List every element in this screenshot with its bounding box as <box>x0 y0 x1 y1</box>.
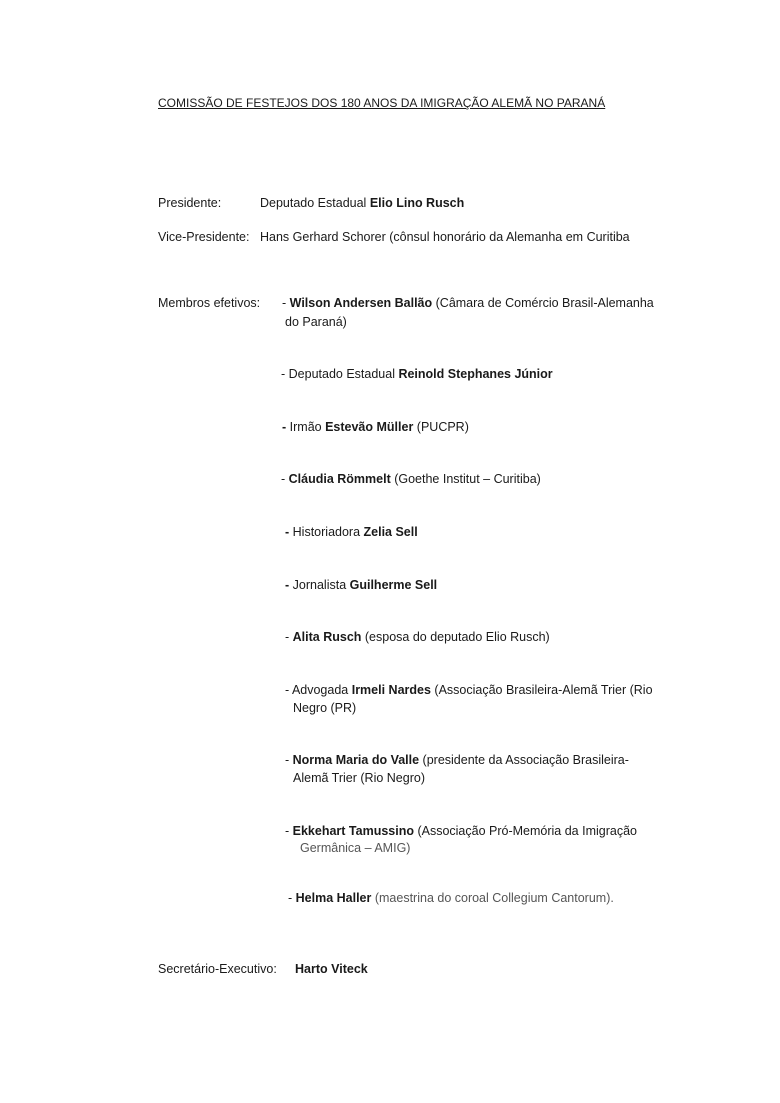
membro-name: Reinold Stephanes Júnior <box>398 367 553 381</box>
membro-name: Cláudia Römmelt <box>288 472 391 486</box>
vice-presidente-value: Hans Gerhard Schorer (cônsul honorário da Alemanha em Curitiba <box>260 230 630 244</box>
secretario-label: Secretário-Executivo: <box>158 962 277 976</box>
membro-prefix: - Advogada <box>285 683 352 697</box>
membro-dash: - <box>282 420 287 434</box>
membro-prefix: - <box>282 296 290 310</box>
membro-name: Norma Maria do Valle <box>292 753 420 767</box>
membro-item <box>285 576 437 594</box>
membro-name: Alita Rusch <box>292 630 362 644</box>
membro-item <box>285 751 629 769</box>
document-title: COMISSÃO DE FESTEJOS DOS 180 ANOS DA IMIGRAÇÃO ALEMÃ NO PARANÁ <box>158 96 606 110</box>
membro-name: Guilherme Sell <box>349 578 438 592</box>
membro-name: Zelia Sell <box>363 525 418 539</box>
membro-item <box>285 628 550 646</box>
membro-prefix: Irmão <box>286 420 326 434</box>
membro-prefix: - <box>281 472 289 486</box>
membro-desc: (Câmara de Comércio Brasil-Alemanha <box>432 296 654 310</box>
membro-item <box>285 681 653 699</box>
membro-desc: (maestrina do coroal Collegium Cantorum). <box>371 891 614 905</box>
membro-name: Helma Haller <box>295 891 372 905</box>
presidente-prefix: Deputado Estadual <box>260 196 370 210</box>
membro-desc: (Associação Pró-Memória da Imigração <box>413 824 637 838</box>
vice-presidente-label: Vice-Presidente: <box>158 230 250 244</box>
membro-dash: - <box>285 525 290 539</box>
membro-prefix: - <box>285 753 293 767</box>
membro-prefix: - <box>285 630 293 644</box>
presidente-value <box>260 194 464 212</box>
membro-item <box>288 889 614 907</box>
membro-item <box>285 523 418 541</box>
membro-desc: (Associação Brasileira-Alemã Trier (Rio <box>430 683 653 697</box>
membros-label: Membros efetivos: <box>158 296 261 310</box>
membro-item <box>282 294 654 312</box>
membro-name: Estevão Müller <box>325 420 414 434</box>
membro-item <box>281 470 541 488</box>
presidente-name: Elio Lino Rusch <box>369 196 465 210</box>
membro-prefix: - <box>285 824 293 838</box>
membro-name: Irmeli Nardes <box>351 683 431 697</box>
membro-item-continued: Germânica – AMIG) <box>300 841 411 855</box>
membro-prefix: Historiadora <box>289 525 364 539</box>
presidente-label: Presidente: <box>158 196 222 210</box>
membro-desc: (esposa do deputado Elio Rusch) <box>361 630 550 644</box>
membro-dash: - <box>285 578 290 592</box>
secretario-name: Harto Viteck <box>295 962 368 976</box>
secretario-value <box>295 960 368 978</box>
membro-desc: (presidente da Associação Brasileira- <box>419 753 629 767</box>
membro-prefix: - Deputado Estadual <box>281 367 399 381</box>
membro-item-continued: Alemã Trier (Rio Negro) <box>293 771 425 785</box>
membro-name: Ekkehart Tamussino <box>292 824 414 838</box>
membro-name: Wilson Andersen Ballão <box>289 296 433 310</box>
membro-item <box>285 822 637 840</box>
membro-item-continued: Negro (PR) <box>293 701 357 715</box>
membro-desc: (Goethe Institut – Curitiba) <box>390 472 541 486</box>
membro-desc: (PUCPR) <box>413 420 469 434</box>
membro-item <box>281 365 553 383</box>
membro-item <box>282 418 469 436</box>
membro-item-continued: do Paraná) <box>285 315 347 329</box>
membro-prefix: Jornalista <box>289 578 350 592</box>
membro-prefix: - <box>288 891 296 905</box>
